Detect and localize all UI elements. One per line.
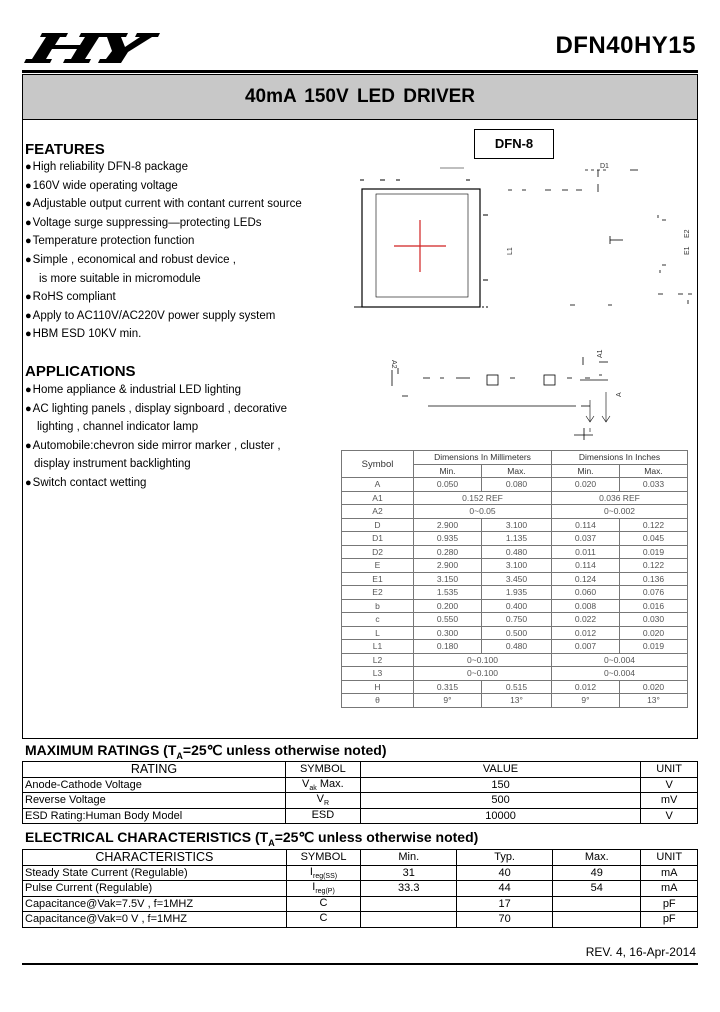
char-name: Capacitance@Vak=7.5V , f=1MHZ bbox=[23, 896, 287, 912]
char-max bbox=[553, 912, 641, 928]
rating-name: ESD Rating:Human Body Model bbox=[23, 808, 286, 824]
dim-table-row bbox=[342, 559, 688, 573]
dim-in-min-value: 0.012 bbox=[552, 626, 620, 640]
header-rule bbox=[22, 70, 698, 73]
dim-in-min-value: 0.012 bbox=[552, 680, 620, 694]
dim-symbol: D bbox=[342, 518, 414, 532]
char-unit: mA bbox=[641, 865, 698, 881]
dim-in-max-value: 0.136 bbox=[620, 572, 688, 586]
dim-label-a: A bbox=[616, 392, 623, 397]
col-unit: UNIT bbox=[641, 850, 698, 866]
char-max bbox=[553, 896, 641, 912]
dim-in-min-value: 0.114 bbox=[552, 518, 620, 532]
dim-mm-max-value: 3.100 bbox=[482, 518, 552, 532]
dim-mm-min-value: 0.280 bbox=[414, 545, 482, 559]
dim-mm-min-value: 3.150 bbox=[414, 572, 482, 586]
dim-mm-min-value: 0.315 bbox=[414, 680, 482, 694]
dim-table-header bbox=[342, 451, 688, 465]
dim-table-row bbox=[342, 491, 688, 505]
dim-mm-max-value: 3.450 bbox=[482, 572, 552, 586]
dim-symbol: A bbox=[342, 478, 414, 492]
dim-in-min-value: 9° bbox=[552, 694, 620, 708]
dim-in-min-value: 0.020 bbox=[552, 478, 620, 492]
feature-item: ● High reliability DFN-8 package bbox=[25, 158, 302, 177]
dim-symbol: H bbox=[342, 680, 414, 694]
dim-mm-value: 0.152 REF bbox=[414, 491, 552, 505]
dim-table-row bbox=[342, 518, 688, 532]
dim-symbol: L2 bbox=[342, 653, 414, 667]
dim-mm-min-value: 9° bbox=[414, 694, 482, 708]
dim-mm-value: 0~0.100 bbox=[414, 653, 552, 667]
dim-in-max-value: 0.020 bbox=[620, 626, 688, 640]
dim-mm-max-value: 0.080 bbox=[482, 478, 552, 492]
max-ratings-body bbox=[23, 777, 698, 824]
dim-in-max-value: 0.016 bbox=[620, 599, 688, 613]
elec-chars-body bbox=[23, 865, 698, 927]
application-item: ● Automobile:chevron side mirror marker , cluster , bbox=[25, 437, 287, 456]
dim-table-row bbox=[342, 505, 688, 519]
dim-label-d1: D1 bbox=[600, 163, 609, 170]
char-name: Steady State Current (Regulable) bbox=[23, 865, 287, 881]
dim-in-value: 0~0.004 bbox=[552, 653, 688, 667]
dim-label-e2: E2 bbox=[684, 229, 691, 238]
revision-date: REV. 4, 16-Apr-2014 bbox=[585, 945, 696, 959]
dim-in-value: 0.036 REF bbox=[552, 491, 688, 505]
char-unit: mA bbox=[641, 881, 698, 897]
dim-symbol: L1 bbox=[342, 640, 414, 654]
dim-table-row bbox=[342, 478, 688, 492]
feature-item-continuation: is more suitable in micromodule bbox=[39, 272, 201, 285]
dim-in-min-value: 0.114 bbox=[552, 559, 620, 573]
dim-table-row bbox=[342, 532, 688, 546]
char-typ: 40 bbox=[457, 865, 553, 881]
dim-in-value: 0~0.002 bbox=[552, 505, 688, 519]
dim-table-row bbox=[342, 667, 688, 681]
char-name: Pulse Current (Regulable) bbox=[23, 881, 287, 897]
max-rating-row bbox=[23, 808, 698, 824]
application-item-continuation: display instrument backlighting bbox=[34, 458, 191, 471]
dim-symbol: L3 bbox=[342, 667, 414, 681]
dim-in-max-value: 13° bbox=[620, 694, 688, 708]
dim-symbol: c bbox=[342, 613, 414, 627]
dim-in-max-value: 0.122 bbox=[620, 518, 688, 532]
applications-list bbox=[25, 381, 287, 493]
dim-in-value: 0~0.004 bbox=[552, 667, 688, 681]
document-title: 40mA 150V LED DRIVER bbox=[22, 74, 698, 120]
feature-item: ● Adjustable output current with contant current source bbox=[25, 195, 302, 214]
dim-in-min-value: 0.060 bbox=[552, 586, 620, 600]
dim-in-max-value: 0.020 bbox=[620, 680, 688, 694]
dim-mm-value: 0~0.100 bbox=[414, 667, 552, 681]
elec-char-row bbox=[23, 896, 698, 912]
dim-mm-value: 0~0.05 bbox=[414, 505, 552, 519]
dim-symbol: A2 bbox=[342, 505, 414, 519]
rating-symbol: $V_R$ bbox=[285, 793, 360, 809]
dim-mm-header: Dimensions In Millimeters bbox=[414, 451, 552, 465]
dim-in-min-value: 0.124 bbox=[552, 572, 620, 586]
dim-mm-min-value: 1.535 bbox=[414, 586, 482, 600]
dim-mm-max-value: 13° bbox=[482, 694, 552, 708]
dim-in-header: Dimensions In Inches bbox=[552, 451, 688, 465]
dim-table-body bbox=[342, 478, 688, 708]
dim-table-row bbox=[342, 680, 688, 694]
char-min bbox=[361, 896, 457, 912]
dim-mm-min-value: 2.900 bbox=[414, 559, 482, 573]
char-unit: pF bbox=[641, 912, 698, 928]
char-symbol: $I_{reg(SS)}$ bbox=[286, 865, 361, 881]
col-value: VALUE bbox=[360, 762, 640, 778]
dim-in-min: Min. bbox=[552, 464, 620, 478]
rating-value: 10000 bbox=[360, 808, 640, 824]
char-min bbox=[361, 912, 457, 928]
feature-item: ● RoHS compliant bbox=[25, 288, 302, 307]
elec-char-row bbox=[23, 912, 698, 928]
package-outline-drawing bbox=[340, 160, 696, 445]
col-typ: Typ. bbox=[457, 850, 553, 866]
features-heading: FEATURES bbox=[25, 141, 105, 158]
col-characteristics: CHARACTERISTICS bbox=[23, 850, 287, 866]
rating-symbol: ESD bbox=[285, 808, 360, 824]
application-item: ● Switch contact wetting bbox=[25, 474, 287, 493]
dim-mm-max-value: 1.135 bbox=[482, 532, 552, 546]
char-name: Capacitance@Vak=0 V , f=1MHZ bbox=[23, 912, 287, 928]
max-ratings-header-row bbox=[23, 762, 698, 778]
dim-table-row bbox=[342, 694, 688, 708]
center-cross bbox=[394, 220, 446, 272]
char-typ: 44 bbox=[457, 881, 553, 897]
dim-in-min-value: 0.037 bbox=[552, 532, 620, 546]
dim-in-max-value: 0.019 bbox=[620, 545, 688, 559]
dim-table-row bbox=[342, 626, 688, 640]
dim-label-e1: E1 bbox=[684, 246, 691, 255]
col-rating: RATING bbox=[23, 762, 286, 778]
elec-chars-table bbox=[22, 849, 698, 928]
feature-item: ● HBM ESD 10KV min. bbox=[25, 325, 302, 344]
dim-in-max-value: 0.045 bbox=[620, 532, 688, 546]
feature-item: ● 160V wide operating voltage bbox=[25, 177, 302, 196]
char-symbol: C bbox=[286, 912, 361, 928]
dim-in-max-value: 0.122 bbox=[620, 559, 688, 573]
dim-mm-max-value: 1.935 bbox=[482, 586, 552, 600]
col-symbol: SYMBOL bbox=[286, 850, 361, 866]
rating-unit: V bbox=[641, 777, 698, 793]
max-ratings-table bbox=[22, 761, 698, 824]
dim-symbol: D1 bbox=[342, 532, 414, 546]
application-item: ● AC lighting panels , display signboard , decorative bbox=[25, 400, 287, 419]
dim-label-a1: A1 bbox=[597, 349, 604, 358]
dim-in-min-value: 0.008 bbox=[552, 599, 620, 613]
dim-label-a2: A2 bbox=[390, 360, 397, 369]
dim-in-min-value: 0.011 bbox=[552, 545, 620, 559]
dim-in-max: Max. bbox=[620, 464, 688, 478]
feature-item: ● Simple , economical and robust device , bbox=[25, 251, 302, 270]
rating-unit: V bbox=[641, 808, 698, 824]
dim-mm-max-value: 0.750 bbox=[482, 613, 552, 627]
col-unit: UNIT bbox=[641, 762, 698, 778]
dim-mm-min-value: 0.935 bbox=[414, 532, 482, 546]
char-typ: 70 bbox=[457, 912, 553, 928]
dim-mm-min-value: 0.550 bbox=[414, 613, 482, 627]
rating-value: 150 bbox=[360, 777, 640, 793]
dim-in-min-value: 0.007 bbox=[552, 640, 620, 654]
max-rating-row bbox=[23, 793, 698, 809]
char-min: 33.3 bbox=[361, 881, 457, 897]
dim-mm-max-value: 0.480 bbox=[482, 640, 552, 654]
dim-symbol: E2 bbox=[342, 586, 414, 600]
elec-chars-title: ELECTRICAL CHARACTERISTICS ($T_A=25℃$ unless otherwise noted) bbox=[25, 829, 479, 848]
dim-symbol: E1 bbox=[342, 572, 414, 586]
rating-name: Reverse Voltage bbox=[23, 793, 286, 809]
dim-symbol: E bbox=[342, 559, 414, 573]
dim-symbol: A1 bbox=[342, 491, 414, 505]
dim-table-row bbox=[342, 545, 688, 559]
dim-in-max-value: 0.076 bbox=[620, 586, 688, 600]
rating-unit: mV bbox=[641, 793, 698, 809]
char-max: 54 bbox=[553, 881, 641, 897]
feature-item: ● Voltage surge suppressing—protecting LEDs bbox=[25, 214, 302, 233]
dim-symbol: θ bbox=[342, 694, 414, 708]
dim-symbol-header: Symbol bbox=[342, 451, 414, 478]
dimensions-table bbox=[341, 450, 688, 708]
col-symbol: SYMBOL bbox=[285, 762, 360, 778]
dim-symbol: b bbox=[342, 599, 414, 613]
dim-mm-max-value: 3.100 bbox=[482, 559, 552, 573]
col-min: Min. bbox=[361, 850, 457, 866]
elec-char-row bbox=[23, 865, 698, 881]
applications-heading: APPLICATIONS bbox=[25, 363, 136, 380]
dim-label-l1: L1 bbox=[507, 247, 514, 255]
max-ratings-title: MAXIMUM RATINGS ($T_A=25℃$ unless otherwise noted) bbox=[25, 742, 387, 761]
elec-char-row bbox=[23, 881, 698, 897]
dim-table-row bbox=[342, 640, 688, 654]
dim-table-row bbox=[342, 599, 688, 613]
char-typ: 17 bbox=[457, 896, 553, 912]
dimension-arrows bbox=[586, 392, 610, 432]
side-view bbox=[508, 170, 692, 305]
max-rating-row bbox=[23, 777, 698, 793]
dim-symbol: D2 bbox=[342, 545, 414, 559]
dim-in-max-value: 0.030 bbox=[620, 613, 688, 627]
front-view bbox=[392, 357, 608, 440]
dim-mm-max-value: 0.500 bbox=[482, 626, 552, 640]
char-min: 31 bbox=[361, 865, 457, 881]
dim-mm-min-value: 0.300 bbox=[414, 626, 482, 640]
rating-symbol: $V_{ak}$ Max. bbox=[285, 777, 360, 793]
rating-value: 500 bbox=[360, 793, 640, 809]
dim-mm-max-value: 0.480 bbox=[482, 545, 552, 559]
dim-table-row bbox=[342, 572, 688, 586]
dim-mm-min-value: 0.180 bbox=[414, 640, 482, 654]
dim-mm-min-value: 0.050 bbox=[414, 478, 482, 492]
dim-symbol: L bbox=[342, 626, 414, 640]
dim-mm-max-value: 0.515 bbox=[482, 680, 552, 694]
dim-mm-max-value: 0.400 bbox=[482, 599, 552, 613]
dim-mm-min: Min. bbox=[414, 464, 482, 478]
dim-in-min-value: 0.022 bbox=[552, 613, 620, 627]
char-symbol: $I_{reg(P)}$ bbox=[286, 881, 361, 897]
dim-in-max-value: 0.019 bbox=[620, 640, 688, 654]
char-symbol: C bbox=[286, 896, 361, 912]
top-view bbox=[354, 168, 490, 307]
elec-chars-header-row bbox=[23, 850, 698, 866]
char-unit: pF bbox=[641, 896, 698, 912]
dim-table-row bbox=[342, 653, 688, 667]
application-item: ● Home appliance & industrial LED lighting bbox=[25, 381, 287, 400]
package-label: DFN-8 bbox=[474, 129, 554, 159]
dim-mm-min-value: 0.200 bbox=[414, 599, 482, 613]
dim-in-max-value: 0.033 bbox=[620, 478, 688, 492]
dim-table-row bbox=[342, 586, 688, 600]
char-max: 49 bbox=[553, 865, 641, 881]
features-list bbox=[25, 158, 302, 344]
dim-mm-min-value: 2.900 bbox=[414, 518, 482, 532]
col-max: Max. bbox=[553, 850, 641, 866]
dim-table-row bbox=[342, 613, 688, 627]
feature-item: ● Apply to AC110V/AC220V power supply system bbox=[25, 307, 302, 326]
rating-name: Anode-Cathode Voltage bbox=[23, 777, 286, 793]
dim-mm-max: Max. bbox=[482, 464, 552, 478]
hy-logo bbox=[22, 25, 162, 67]
application-item-continuation: lighting , channel indicator lamp bbox=[37, 421, 199, 434]
feature-item: ● Temperature protection function bbox=[25, 232, 302, 251]
part-number: DFN40HY15 bbox=[555, 32, 696, 59]
footer-rule bbox=[22, 963, 698, 965]
